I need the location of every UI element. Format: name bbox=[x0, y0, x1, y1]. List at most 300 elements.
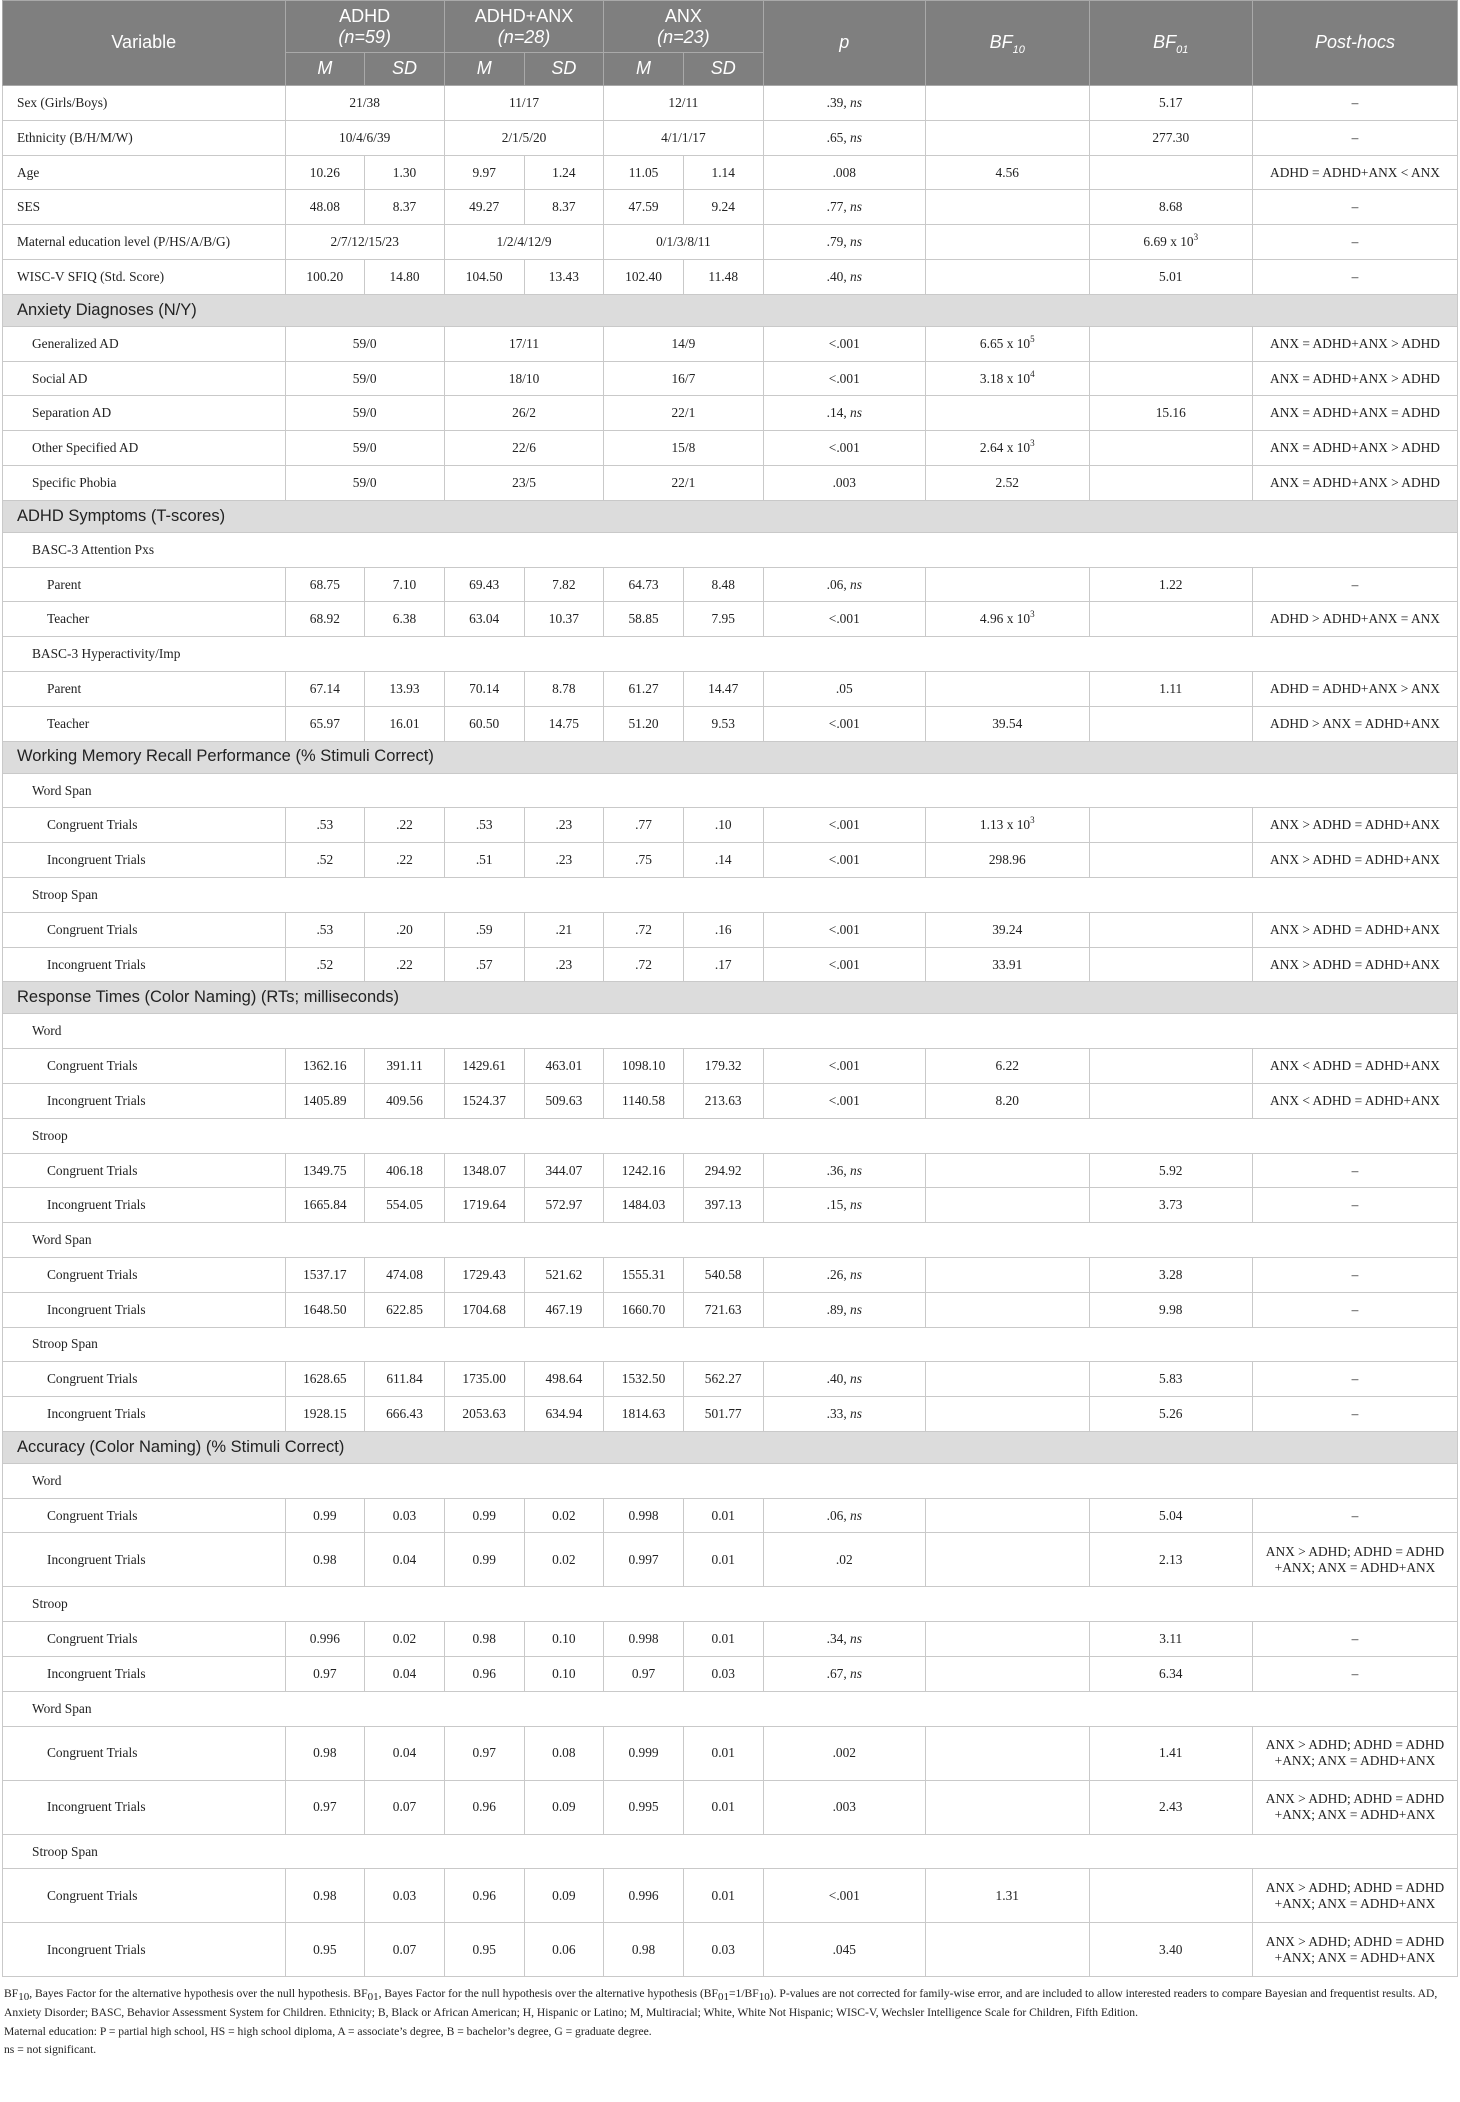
p-value: .003 bbox=[832, 1799, 856, 1815]
mean-cell: 0.98 bbox=[285, 1726, 365, 1780]
table-row bbox=[3, 602, 1458, 637]
table-row bbox=[3, 190, 1458, 225]
p-value: .003 bbox=[832, 474, 856, 490]
variable-cell: Congruent Trials bbox=[3, 808, 286, 843]
subsection-title: Stroop Span bbox=[3, 1327, 1458, 1362]
variable-cell: Incongruent Trials bbox=[3, 1292, 286, 1327]
group-count-cell: 0/1/3/8/11 bbox=[604, 225, 763, 260]
mean-cell: 0.97 bbox=[604, 1657, 684, 1692]
p-value-cell bbox=[763, 602, 925, 637]
table-row bbox=[3, 259, 1458, 294]
header-m: M bbox=[444, 53, 524, 86]
variable-cell: Incongruent Trials bbox=[3, 1780, 286, 1834]
table-row bbox=[3, 1780, 1458, 1834]
group-count-cell: 12/11 bbox=[604, 86, 763, 121]
bf01-value: 3.40 bbox=[1159, 1942, 1183, 1958]
bf10-cell bbox=[926, 912, 1090, 947]
bf10-value: 1.31 bbox=[995, 1888, 1019, 1904]
sd-cell: 0.04 bbox=[365, 1726, 445, 1780]
p-value-cell bbox=[763, 1622, 925, 1657]
bf01-value: 9.98 bbox=[1159, 1301, 1183, 1317]
bf10-cell bbox=[926, 602, 1090, 637]
table-row bbox=[3, 671, 1458, 706]
p-value: <.001 bbox=[828, 440, 860, 456]
bf01-value: 3.28 bbox=[1159, 1266, 1183, 1282]
subsection-title: Word bbox=[3, 1463, 1458, 1498]
subsection-title: Word Span bbox=[3, 1691, 1458, 1726]
sd-cell: 7.95 bbox=[683, 602, 763, 637]
table-row bbox=[3, 1726, 1458, 1780]
bf01-cell bbox=[1089, 465, 1253, 500]
header-m: M bbox=[604, 53, 684, 86]
table-header bbox=[3, 1, 1458, 86]
posthoc-cell: ANX = ADHD+ANX > ADHD bbox=[1253, 326, 1458, 361]
header-sd: SD bbox=[524, 53, 604, 86]
p-value-cell bbox=[763, 1257, 925, 1292]
p-value-cell bbox=[763, 225, 925, 260]
bf01-cell bbox=[1089, 190, 1253, 225]
bf01-cell bbox=[1089, 1397, 1253, 1432]
sd-cell: 0.07 bbox=[365, 1780, 445, 1834]
mean-cell: 11.05 bbox=[604, 155, 684, 190]
table-row bbox=[3, 843, 1458, 878]
sd-cell: 0.03 bbox=[365, 1869, 445, 1923]
bf01-value: 5.92 bbox=[1159, 1162, 1183, 1178]
header-variable: Variable bbox=[3, 1, 286, 86]
sd-cell: 634.94 bbox=[524, 1397, 604, 1432]
bf01-cell bbox=[1089, 1498, 1253, 1533]
table-row bbox=[3, 431, 1458, 466]
subsection-row bbox=[3, 877, 1458, 912]
mean-cell: 1729.43 bbox=[444, 1257, 524, 1292]
bf01-value: 5.17 bbox=[1159, 94, 1183, 110]
sd-cell: 397.13 bbox=[683, 1188, 763, 1223]
p-value: <.001 bbox=[828, 852, 860, 868]
posthoc-cell: – bbox=[1253, 1257, 1458, 1292]
bf01-cell bbox=[1089, 1726, 1253, 1780]
posthoc-cell: ANX > ADHD; ADHD = ADHD +ANX; ANX = ADHD+ANX bbox=[1253, 1780, 1458, 1834]
note-maternal-education: Maternal education: P = partial high school, HS = high school diploma, A = associate’s degree, B = bachelor’s degree, G = graduate degree. bbox=[4, 2024, 652, 2038]
p-value-cell bbox=[763, 361, 925, 396]
section-title: Anxiety Diagnoses (N/Y) bbox=[3, 294, 1458, 326]
subsection-row bbox=[3, 1691, 1458, 1726]
sd-cell: 0.03 bbox=[683, 1923, 763, 1977]
p-value: .77, bbox=[826, 199, 851, 215]
sd-cell: 9.53 bbox=[683, 706, 763, 741]
bf01-cell bbox=[1089, 1869, 1253, 1923]
mean-cell: 69.43 bbox=[444, 567, 524, 602]
bf10-cell bbox=[926, 1083, 1090, 1118]
table-row bbox=[3, 1362, 1458, 1397]
sd-cell: 8.48 bbox=[683, 567, 763, 602]
sd-cell: 463.01 bbox=[524, 1049, 604, 1084]
mean-cell: 0.99 bbox=[444, 1533, 524, 1587]
table-row bbox=[3, 155, 1458, 190]
subsection-title: Stroop Span bbox=[3, 877, 1458, 912]
bf01-value: 277.30 bbox=[1152, 129, 1190, 145]
section-title: ADHD Symptoms (T-scores) bbox=[3, 500, 1458, 532]
bf10-cell bbox=[926, 225, 1090, 260]
section-title: Response Times (Color Naming) (RTs; milliseconds) bbox=[3, 982, 1458, 1014]
p-ns-flag: ns bbox=[850, 234, 862, 250]
mean-cell: 0.98 bbox=[285, 1869, 365, 1923]
posthoc-cell: – bbox=[1253, 1397, 1458, 1432]
posthoc-cell: – bbox=[1253, 120, 1458, 155]
variable-cell: Generalized AD bbox=[3, 326, 286, 361]
table-row bbox=[3, 86, 1458, 121]
bf01-cell bbox=[1089, 706, 1253, 741]
bf01-cell bbox=[1089, 912, 1253, 947]
mean-cell: 0.99 bbox=[444, 1498, 524, 1533]
mean-cell: 2053.63 bbox=[444, 1397, 524, 1432]
header-sd: SD bbox=[683, 53, 763, 86]
variable-cell: Sex (Girls/Boys) bbox=[3, 86, 286, 121]
sd-cell: 0.04 bbox=[365, 1657, 445, 1692]
header-bf01: BF01 bbox=[1089, 1, 1253, 86]
bf01-cell bbox=[1089, 843, 1253, 878]
bf10-value: 298.96 bbox=[988, 852, 1026, 868]
bf10-cell bbox=[926, 1188, 1090, 1223]
sd-cell: 0.02 bbox=[524, 1498, 604, 1533]
sd-cell: 501.77 bbox=[683, 1397, 763, 1432]
subsection-title: Word Span bbox=[3, 1223, 1458, 1258]
group-count-cell: 18/10 bbox=[444, 361, 603, 396]
group-count-cell: 21/38 bbox=[285, 86, 444, 121]
posthoc-cell: – bbox=[1253, 1153, 1458, 1188]
sd-cell: 8.37 bbox=[524, 190, 604, 225]
p-value: .40, bbox=[826, 268, 851, 284]
section-row bbox=[3, 500, 1458, 532]
p-value-cell bbox=[763, 947, 925, 982]
bf01-value: 5.26 bbox=[1159, 1406, 1183, 1422]
mean-cell: 1628.65 bbox=[285, 1362, 365, 1397]
subsection-row bbox=[3, 1463, 1458, 1498]
p-value: .65, bbox=[826, 129, 851, 145]
sd-cell: 0.06 bbox=[524, 1923, 604, 1977]
bf10-exponent: 5 bbox=[1030, 333, 1035, 344]
p-ns-flag: ns bbox=[850, 1162, 862, 1178]
header-posthocs: Post-hocs bbox=[1253, 1, 1458, 86]
bf10-cell bbox=[926, 259, 1090, 294]
bf01-cell bbox=[1089, 1257, 1253, 1292]
p-value-cell bbox=[763, 1153, 925, 1188]
bf01-cell bbox=[1089, 602, 1253, 637]
p-value: .33, bbox=[826, 1406, 851, 1422]
sd-cell: 179.32 bbox=[683, 1049, 763, 1084]
table-row bbox=[3, 1622, 1458, 1657]
bf01-cell bbox=[1089, 1622, 1253, 1657]
mean-cell: 0.996 bbox=[285, 1622, 365, 1657]
p-value: .05 bbox=[835, 680, 853, 696]
sd-cell: 9.24 bbox=[683, 190, 763, 225]
table-body bbox=[3, 86, 1458, 1977]
bf01-value: 1.11 bbox=[1159, 680, 1183, 696]
variable-cell: Congruent Trials bbox=[3, 1622, 286, 1657]
mean-cell: 1537.17 bbox=[285, 1257, 365, 1292]
mean-cell: 67.14 bbox=[285, 671, 365, 706]
header-group-anx: ANX (n=23) bbox=[604, 1, 763, 53]
sd-cell: 0.01 bbox=[683, 1533, 763, 1587]
p-ns-flag: ns bbox=[850, 1197, 862, 1213]
p-value: <.001 bbox=[828, 370, 860, 386]
group-count-cell: 1/2/4/12/9 bbox=[444, 225, 603, 260]
sd-cell: .20 bbox=[365, 912, 445, 947]
sd-cell: .23 bbox=[524, 843, 604, 878]
p-value: <.001 bbox=[828, 335, 860, 351]
variable-cell: Age bbox=[3, 155, 286, 190]
sd-cell: 0.04 bbox=[365, 1533, 445, 1587]
variable-cell: Congruent Trials bbox=[3, 1049, 286, 1084]
mean-cell: 104.50 bbox=[444, 259, 524, 294]
bf01-value: 3.11 bbox=[1159, 1631, 1183, 1647]
posthoc-cell: ADHD = ADHD+ANX < ANX bbox=[1253, 155, 1458, 190]
mean-cell: .52 bbox=[285, 947, 365, 982]
variable-cell: Parent bbox=[3, 671, 286, 706]
bf01-cell bbox=[1089, 1049, 1253, 1084]
posthoc-cell: – bbox=[1253, 1657, 1458, 1692]
header-group-adhd: ADHD (n=59) bbox=[285, 1, 444, 53]
posthoc-cell: – bbox=[1253, 225, 1458, 260]
mean-cell: .75 bbox=[604, 843, 684, 878]
section-row bbox=[3, 1431, 1458, 1463]
sd-cell: 406.18 bbox=[365, 1153, 445, 1188]
bf01-cell bbox=[1089, 1533, 1253, 1587]
variable-cell: Maternal education level (P/HS/A/B/G) bbox=[3, 225, 286, 260]
table-row bbox=[3, 912, 1458, 947]
p-value-cell bbox=[763, 808, 925, 843]
p-value: <.001 bbox=[828, 956, 860, 972]
table-row bbox=[3, 1657, 1458, 1692]
p-value-cell bbox=[763, 1780, 925, 1834]
table-row bbox=[3, 361, 1458, 396]
sd-cell: 13.93 bbox=[365, 671, 445, 706]
mean-cell: 1704.68 bbox=[444, 1292, 524, 1327]
sd-cell: 11.48 bbox=[683, 259, 763, 294]
posthoc-cell: – bbox=[1253, 1188, 1458, 1223]
group-count-cell: 14/9 bbox=[604, 326, 763, 361]
subsection-title: Word bbox=[3, 1014, 1458, 1049]
table-row bbox=[3, 225, 1458, 260]
p-ns-flag: ns bbox=[850, 1406, 862, 1422]
bf01-cell bbox=[1089, 671, 1253, 706]
mean-cell: 1665.84 bbox=[285, 1188, 365, 1223]
posthoc-cell: – bbox=[1253, 1498, 1458, 1533]
p-value-cell bbox=[763, 431, 925, 466]
p-value: .67, bbox=[826, 1666, 851, 1682]
subsection-row bbox=[3, 1223, 1458, 1258]
variable-cell: Incongruent Trials bbox=[3, 1397, 286, 1432]
sd-cell: 1.24 bbox=[524, 155, 604, 190]
bf10-cell bbox=[926, 1397, 1090, 1432]
bf01-cell bbox=[1089, 155, 1253, 190]
mean-cell: .57 bbox=[444, 947, 524, 982]
mean-cell: 10.26 bbox=[285, 155, 365, 190]
p-value-cell bbox=[763, 912, 925, 947]
mean-cell: .52 bbox=[285, 843, 365, 878]
bf01-value: 5.83 bbox=[1159, 1371, 1183, 1387]
bf01-cell bbox=[1089, 259, 1253, 294]
sd-cell: 0.02 bbox=[365, 1622, 445, 1657]
subsection-row bbox=[3, 1118, 1458, 1153]
mean-cell: 1532.50 bbox=[604, 1362, 684, 1397]
sd-cell: 0.01 bbox=[683, 1622, 763, 1657]
p-value-cell bbox=[763, 86, 925, 121]
bf01-cell bbox=[1089, 86, 1253, 121]
sd-cell: 0.01 bbox=[683, 1726, 763, 1780]
sd-cell: .23 bbox=[524, 808, 604, 843]
p-ns-flag: ns bbox=[850, 1371, 862, 1387]
variable-cell: SES bbox=[3, 190, 286, 225]
sd-cell: 391.11 bbox=[365, 1049, 445, 1084]
posthoc-cell: ADHD > ANX = ADHD+ANX bbox=[1253, 706, 1458, 741]
posthoc-cell: ANX > ADHD = ADHD+ANX bbox=[1253, 843, 1458, 878]
bf10-value: 4.56 bbox=[995, 164, 1019, 180]
bf10-value: 3.18 x 10 bbox=[979, 370, 1031, 386]
p-value-cell bbox=[763, 671, 925, 706]
bf10-cell bbox=[926, 706, 1090, 741]
section-row bbox=[3, 982, 1458, 1014]
sd-cell: 13.43 bbox=[524, 259, 604, 294]
p-value: .02 bbox=[835, 1552, 853, 1568]
posthoc-cell: ADHD > ADHD+ANX = ANX bbox=[1253, 602, 1458, 637]
posthoc-cell: – bbox=[1253, 1362, 1458, 1397]
posthoc-cell: ANX > ADHD; ADHD = ADHD +ANX; ANX = ADHD+ANX bbox=[1253, 1869, 1458, 1923]
p-value: .89, bbox=[826, 1301, 851, 1317]
p-value-cell bbox=[763, 120, 925, 155]
p-value: .06, bbox=[826, 1507, 851, 1523]
p-value-cell bbox=[763, 1533, 925, 1587]
bf10-cell bbox=[926, 1498, 1090, 1533]
posthoc-cell: ANX > ADHD; ADHD = ADHD +ANX; ANX = ADHD+ANX bbox=[1253, 1923, 1458, 1977]
variable-cell: Congruent Trials bbox=[3, 1153, 286, 1188]
table-row bbox=[3, 706, 1458, 741]
posthoc-cell: ANX = ADHD+ANX > ADHD bbox=[1253, 465, 1458, 500]
mean-cell: 0.95 bbox=[285, 1923, 365, 1977]
sd-cell: 721.63 bbox=[683, 1292, 763, 1327]
bf01-cell bbox=[1089, 431, 1253, 466]
mean-cell: 1362.16 bbox=[285, 1049, 365, 1084]
subsection-title: BASC-3 Attention Pxs bbox=[3, 532, 1458, 567]
sd-cell: .22 bbox=[365, 843, 445, 878]
sd-cell: 562.27 bbox=[683, 1362, 763, 1397]
bf10-exponent: 4 bbox=[1030, 368, 1035, 379]
mean-cell: .53 bbox=[444, 808, 524, 843]
sd-cell: 8.78 bbox=[524, 671, 604, 706]
bf10-cell bbox=[926, 671, 1090, 706]
mean-cell: 0.996 bbox=[604, 1869, 684, 1923]
p-value-cell bbox=[763, 567, 925, 602]
bf10-value: 2.52 bbox=[995, 474, 1019, 490]
bf10-cell bbox=[926, 1726, 1090, 1780]
bf10-value: 1.13 x 10 bbox=[979, 817, 1031, 833]
subsection-row bbox=[3, 1014, 1458, 1049]
mean-cell: .53 bbox=[285, 912, 365, 947]
group-count-cell: 11/17 bbox=[444, 86, 603, 121]
sd-cell: .10 bbox=[683, 808, 763, 843]
bf01-value: 5.01 bbox=[1159, 268, 1183, 284]
group-count-cell: 59/0 bbox=[285, 465, 444, 500]
bf01-cell bbox=[1089, 1362, 1253, 1397]
sd-cell: 0.03 bbox=[683, 1657, 763, 1692]
bf10-cell bbox=[926, 1622, 1090, 1657]
bf10-cell bbox=[926, 1362, 1090, 1397]
group-count-cell: 22/1 bbox=[604, 396, 763, 431]
table-row bbox=[3, 1498, 1458, 1533]
variable-cell: Separation AD bbox=[3, 396, 286, 431]
mean-cell: .72 bbox=[604, 947, 684, 982]
mean-cell: .59 bbox=[444, 912, 524, 947]
header-sd: SD bbox=[365, 53, 445, 86]
sd-cell: 521.62 bbox=[524, 1257, 604, 1292]
group-count-cell: 22/1 bbox=[604, 465, 763, 500]
bf01-value: 3.73 bbox=[1159, 1197, 1183, 1213]
bf01-cell bbox=[1089, 808, 1253, 843]
bf10-value: 2.64 x 10 bbox=[979, 440, 1031, 456]
posthoc-cell: ANX > ADHD; ADHD = ADHD +ANX; ANX = ADHD+ANX bbox=[1253, 1533, 1458, 1587]
sd-cell: 409.56 bbox=[365, 1083, 445, 1118]
note-bayes: BF10, Bayes Factor for the alternative hypothesis over the null hypothesis. BF01, Bayes Factor for the null hypothesis over the alternative hypothesis (BF01=1/BF10). P-values are not corrected for family-wise error, and are included to allow interested readers to compare Bayesian and frequentist results. AD, Anxiety Disorder; BASC, Behavior Assessment System for Children. Ethnicity; B, Black or African American; H, Hispanic or Latino; M, Multiracial; White, White Not Hispanic; WISC-V, Wechsler Intelligence Scale for Children, Fifth Edition. bbox=[4, 1987, 1438, 2020]
sd-cell: 14.75 bbox=[524, 706, 604, 741]
sd-cell: 540.58 bbox=[683, 1257, 763, 1292]
posthoc-cell: ANX > ADHD = ADHD+ANX bbox=[1253, 808, 1458, 843]
p-ns-flag: ns bbox=[850, 405, 862, 421]
mean-cell: 70.14 bbox=[444, 671, 524, 706]
posthoc-cell: – bbox=[1253, 1292, 1458, 1327]
subsection-title: Stroop bbox=[3, 1118, 1458, 1153]
p-value-cell bbox=[763, 190, 925, 225]
sd-cell: 0.09 bbox=[524, 1869, 604, 1923]
sd-cell: .22 bbox=[365, 947, 445, 982]
group-count-cell: 4/1/1/17 bbox=[604, 120, 763, 155]
mean-cell: 1928.15 bbox=[285, 1397, 365, 1432]
mean-cell: 47.59 bbox=[604, 190, 684, 225]
p-value: .79, bbox=[826, 234, 851, 250]
group-count-cell: 10/4/6/39 bbox=[285, 120, 444, 155]
p-value-cell bbox=[763, 843, 925, 878]
p-value: <.001 bbox=[828, 921, 860, 937]
p-value: .002 bbox=[832, 1745, 856, 1761]
table-row bbox=[3, 1049, 1458, 1084]
table-row bbox=[3, 1257, 1458, 1292]
mean-cell: 64.73 bbox=[604, 567, 684, 602]
variable-cell: Teacher bbox=[3, 602, 286, 637]
sd-cell: 0.01 bbox=[683, 1498, 763, 1533]
variable-cell: Specific Phobia bbox=[3, 465, 286, 500]
bf10-cell bbox=[926, 396, 1090, 431]
subsection-title: Stroop Span bbox=[3, 1834, 1458, 1869]
subsection-row bbox=[3, 1327, 1458, 1362]
group-count-cell: 15/8 bbox=[604, 431, 763, 466]
sd-cell: 16.01 bbox=[365, 706, 445, 741]
sd-cell: 0.03 bbox=[365, 1498, 445, 1533]
mean-cell: 102.40 bbox=[604, 259, 684, 294]
subsection-row bbox=[3, 1834, 1458, 1869]
bf01-value: 1.41 bbox=[1159, 1745, 1183, 1761]
bf10-exponent: 3 bbox=[1030, 609, 1035, 620]
p-value-cell bbox=[763, 1923, 925, 1977]
mean-cell: 58.85 bbox=[604, 602, 684, 637]
bf01-cell bbox=[1089, 361, 1253, 396]
subsection-row bbox=[3, 773, 1458, 808]
mean-cell: 0.97 bbox=[444, 1726, 524, 1780]
mean-cell: 60.50 bbox=[444, 706, 524, 741]
p-ns-flag: ns bbox=[850, 268, 862, 284]
variable-cell: Congruent Trials bbox=[3, 1362, 286, 1397]
bf10-value: 33.91 bbox=[992, 956, 1023, 972]
mean-cell: 1242.16 bbox=[604, 1153, 684, 1188]
table-row bbox=[3, 1397, 1458, 1432]
sd-cell: 509.63 bbox=[524, 1083, 604, 1118]
